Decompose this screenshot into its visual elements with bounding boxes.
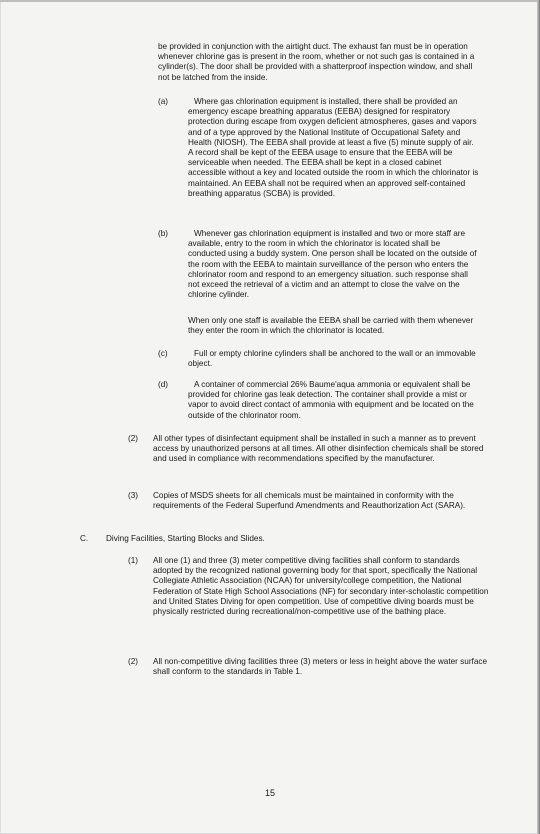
item-a-label: (a) — [158, 97, 169, 106]
item-c-paragraph: Full or empty chlorine cylinders shall be anchored to the wall or an immovable object. — [188, 349, 476, 369]
item-a-paragraph: Where gas chlorination equipment is installed, there shall be provided an emergency escape breathing apparatus (EEBA) designed for respiratory protection during escape from oxygen deficient atmospheres, gases and vapors and of a type approved by the National Institute of Occupational Safety and Health (NIOSH). The EEBA shall provide at least a five (5) minute supply of air. A record shall be kept of the EEBA usage to ensure that the EEBA will be serviceable when needed. The EEBA shall be kept in a closed cabinet accessible without a key and located outside the room in which the chlorinator is maintained. An EEBA shall not be required when an approved self-contained breathing apparatus (SCBA) is provided. — [188, 97, 479, 198]
item-3-label: (3) — [128, 491, 139, 500]
page-number: 15 — [264, 788, 275, 798]
section-c-item-1-paragraph: All one (1) and three (3) meter competitive diving facilities shall conform to standards adopted by the recognized national governing body for that sport, specifically the National Collegiate Athletic Association (NCAA) for university/college competition, the National Federation of State High School Associations (NF) for secondary inter-scholastic competition and United States Diving for open competition. Use of competitive diving boards must be physically restricted during recreational/non-competitive use of the bathing place. — [153, 556, 489, 617]
section-c-heading: Diving Facilities, Starting Blocks and Slides. — [106, 534, 265, 543]
item-2-paragraph: All other types of disinfectant equipment shall be installed in such a manner as to prevent access by unauthorized persons at all times. All other disinfection chemicals shall be stored and used in compliance with recommendations specified by the manufacturer. — [153, 434, 484, 464]
item-b-paragraph-1: Whenever gas chlorination equipment is installed and two or more staff are available, entry to the room in which the chlorinator is located shall be conducted using a buddy system. One person shall be located on the outside of the room with the EEBA to maintain surveillance of the person who enters the chlorinator room and respond to an emergency situation. such response shall not exceed the retrieval of a victim and an attempt to close the valve on the chlorine cylinder. — [188, 229, 477, 300]
scan-edge-top — [0, 0, 540, 2]
intro-paragraph: be provided in conjunction with the airtight duct. The exhaust fan must be in operation whenever chlorine gas is present in the room, whether or not such gas is contained in a cylinder(s). The door shall be provided with a shatterproof inspection window, and shall not be latched from the inside. — [158, 42, 475, 82]
item-d-label: (d) — [158, 380, 169, 389]
section-c-item-2-paragraph: All non-competitive diving facilities three (3) meters or less in height above the water surface shall conform to the standards in Table 1. — [153, 657, 488, 677]
item-c-label: (c) — [158, 349, 168, 358]
item-2-label: (2) — [128, 434, 139, 443]
section-c-item-2-label: (2) — [128, 657, 139, 666]
section-c-label: C. — [80, 534, 89, 543]
item-b-paragraph-2: When only one staff is available the EEBA shall be carried with them whenever they enter the room in which the chlorinator is located. — [188, 316, 474, 336]
section-c-item-1-label: (1) — [128, 556, 139, 565]
item-3-paragraph: Copies of MSDS sheets for all chemicals must be maintained in conformity with the requirements of the Federal Superfund Amendments and Reauthorization Act (SARA). — [153, 491, 466, 511]
item-b-label: (b) — [158, 229, 169, 238]
item-d-paragraph: A container of commercial 26% Baume'aqua ammonia or equivalent shall be provided for chlorine gas leak detection. The container shall provide a mist or vapor to avoid direct contact of ammonia with equipment and be located on the outside of the chlorinator room. — [188, 380, 474, 420]
